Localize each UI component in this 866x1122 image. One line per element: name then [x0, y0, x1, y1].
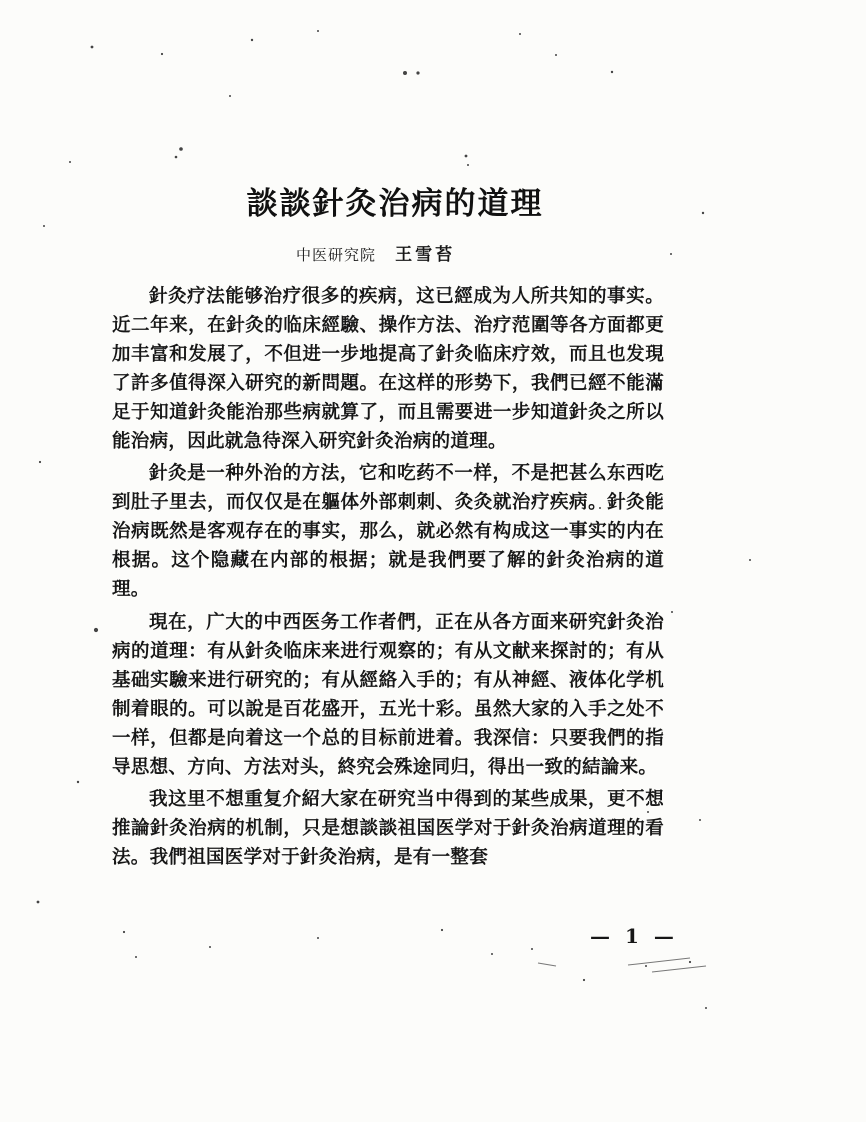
- paragraph: 針灸疗法能够治疗很多的疾病，这已經成为人所共知的事实。近二年来，在針灸的临床經驗、操作方法、治疗范圍等各方面都更加丰富和发展了，不但进一步地提高了針灸临床疗效，而且也发現了許多值得深入研究的新問題。在这样的形势下，我們已經不能滿足于知道針灸能治那些病就算了，而且需要进一步知道針灸之所以能治病，因此就急待深入研究針灸治病的道理。: [112, 286, 664, 452]
- author-name: 王雪苔: [395, 245, 456, 265]
- page-number: — 1 —: [590, 924, 678, 948]
- paragraph: 我这里不想重复介紹大家在研究当中得到的某些成果，更不想推論針灸治病的机制，只是想談談祖国医学对于針灸治病道理的看法。我們祖国医学对于針灸治病，是有一整套: [112, 789, 664, 869]
- author-institution: 中医研究院: [296, 246, 377, 264]
- article-title: 談談針灸治病的道理: [246, 186, 544, 222]
- paragraph: 針灸是一种外治的方法，它和吃药不一样，不是把甚么东西吃到肚子里去，而仅仅是在軀体外部刺刺、灸灸就治疗疾病。針灸能治病既然是客观存在的事实，那么，就必然有构成这一事实的内在根据。这个隐藏在内部的根据；就是我們要了解的針灸治病的道理。: [112, 463, 664, 601]
- byline: [296, 240, 455, 265]
- article-body: [112, 283, 664, 877]
- paragraph: 現在，广大的中西医务工作者們，正在从各方面来研究針灸治病的道理：有从針灸临床来进行观察的；有从文献来探討的；有从基础实驗来进行研究的；有从經絡入手的；有从神經、液体化学机制着眼的。可以說是百花盛开，五光十彩。虽然大家的入手之处不一样，但都是向着这一个总的目标前进着。我深信：只要我們的指导思想、方向、方法对头，終究会殊途同归，得出一致的結論来。: [112, 611, 664, 778]
